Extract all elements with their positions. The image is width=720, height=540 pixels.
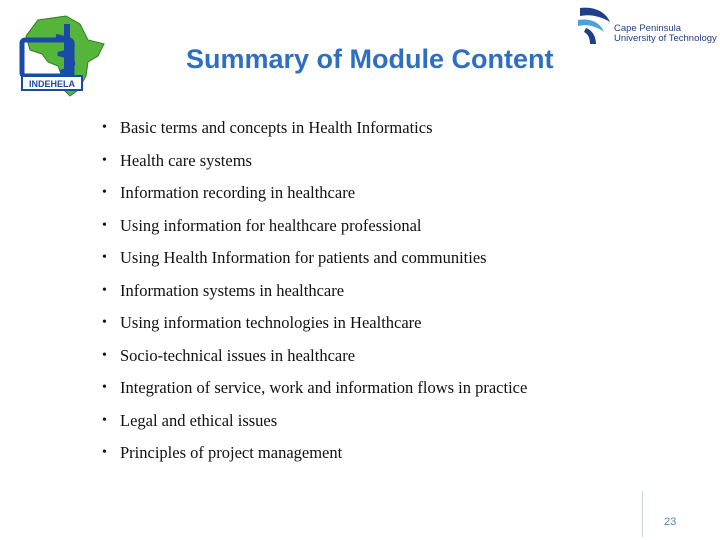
- bullet-dot: •: [102, 445, 107, 460]
- cput-name-line2: University of Technology: [614, 33, 717, 44]
- bullet-text: Legal and ethical issues: [120, 410, 278, 430]
- bullet-item: [102, 151, 527, 184]
- bullet-dot: •: [102, 380, 107, 395]
- bullet-item: [102, 346, 527, 379]
- bullet-item: [102, 281, 527, 314]
- bullet-item: [102, 411, 527, 444]
- bullet-text: Basic terms and concepts in Health Informatics: [120, 118, 433, 137]
- slide-title: Summary of Module Content: [186, 44, 554, 74]
- bullet-dot: •: [102, 412, 107, 428]
- bullet-text: Information systems in healthcare: [120, 280, 345, 300]
- bullet-dot: •: [102, 152, 107, 168]
- bullet-dot: •: [102, 217, 107, 233]
- bullet-item: [102, 216, 527, 249]
- bullet-text: Integration of service, work and information flows in practice: [120, 378, 528, 397]
- bullet-text: Using information for healthcare professional: [120, 215, 422, 235]
- cput-emblem-icon: [570, 4, 614, 48]
- bullet-text: Principles of project management: [120, 443, 343, 462]
- cput-name-line1: Cape Peninsula: [614, 23, 682, 34]
- bullet-text: Health care systems: [120, 150, 252, 170]
- indehela-logo: [8, 10, 118, 100]
- page-number: 23: [664, 516, 677, 528]
- bullet-dot: •: [102, 120, 107, 135]
- bullet-text: Socio-technical issues in healthcare: [120, 345, 356, 365]
- bullet-item: [102, 443, 527, 476]
- bullet-text: Information recording in healthcare: [120, 183, 356, 202]
- bullet-dot: •: [102, 282, 107, 298]
- bullet-dot: •: [102, 185, 107, 200]
- cput-logo: [570, 4, 718, 48]
- indehela-label: INDEHELA: [28, 79, 76, 89]
- bullet-item: [102, 378, 527, 411]
- bullet-dot: •: [102, 250, 107, 265]
- bullet-text: Using Health Information for patients and communities: [120, 248, 487, 267]
- bullet-item: [102, 313, 527, 346]
- bullet-item: [102, 118, 527, 151]
- bullet-dot: •: [102, 315, 107, 330]
- footer-divider: [642, 491, 643, 537]
- bullet-text: Using information technologies in Healthcare: [120, 313, 422, 332]
- bullet-item: [102, 248, 527, 281]
- bullet-list: [102, 118, 527, 476]
- bullet-dot: •: [102, 347, 107, 363]
- bullet-item: [102, 183, 527, 216]
